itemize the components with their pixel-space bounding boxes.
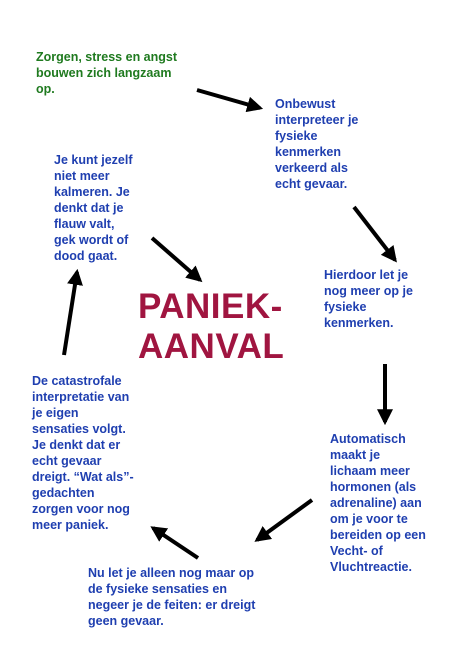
step-line: de fysieke sensaties en <box>88 582 227 596</box>
step-line: echt gevaar <box>32 454 102 468</box>
step-line: lichaam meer <box>330 464 410 478</box>
step-line: hormonen (als <box>330 480 417 494</box>
step-line: Nu let je alleen nog maar op <box>88 566 255 580</box>
step-7-text <box>54 152 133 264</box>
step-line: bouwen zich langzaam <box>36 66 172 80</box>
step-2-text <box>275 96 358 192</box>
step-line: geen gevaar. <box>88 614 164 628</box>
step-1-text <box>36 49 177 97</box>
step-line: flauw valt, <box>54 217 115 231</box>
step-line: bereiden op een <box>330 528 426 542</box>
center-title-line: AANVAL <box>138 327 285 366</box>
step-3-text <box>324 267 413 331</box>
step-line: fysieke <box>324 300 367 314</box>
arrow-2-to-3 <box>354 207 395 260</box>
step-line: nog meer op je <box>324 284 413 298</box>
step-line: kenmerken <box>275 145 342 159</box>
step-line: sensaties volgt. <box>32 422 126 436</box>
step-line: interpreteer je <box>275 113 359 127</box>
step-line: om je voor te <box>330 512 408 526</box>
step-line: meer paniek. <box>32 518 109 532</box>
step-line: Je denkt dat er <box>32 438 121 452</box>
step-line: denkt dat je <box>54 201 124 215</box>
arrow-5-to-6 <box>153 528 198 558</box>
step-line: De catastrofale <box>32 374 122 388</box>
arrow-1-to-2 <box>197 90 260 108</box>
step-line: Vecht- of <box>330 544 383 558</box>
step-line: Zorgen, stress en angst <box>36 50 178 64</box>
center-title <box>138 287 284 367</box>
step-line: gek wordt of <box>54 233 129 247</box>
step-line: adrenaline) aan <box>330 496 422 510</box>
step-line: Automatisch <box>330 432 406 446</box>
step-line: Vluchtreactie. <box>330 560 412 574</box>
step-line: kalmeren. Je <box>54 185 130 199</box>
step-line: verkeerd als <box>275 161 348 175</box>
arrow-4-to-5 <box>257 500 312 540</box>
step-line: maakt je <box>330 448 381 462</box>
step-line: dreigt. “Wat als”- <box>32 470 134 484</box>
arrow-7-to-center <box>152 238 200 280</box>
step-5-text <box>88 565 255 629</box>
step-line: negeer je de feiten: er dreigt <box>88 598 256 612</box>
step-line: Onbewust <box>275 97 336 111</box>
step-line: kenmerken. <box>324 316 394 330</box>
step-line: Je kunt jezelf <box>54 153 133 167</box>
step-line: niet meer <box>54 169 110 183</box>
step-4-text <box>330 431 426 575</box>
step-6-text <box>32 373 134 533</box>
step-line: op. <box>36 82 55 96</box>
step-line: zorgen voor nog <box>32 502 130 516</box>
step-line: echt gevaar. <box>275 177 348 191</box>
step-line: gedachten <box>32 486 95 500</box>
step-line: fysieke <box>275 129 318 143</box>
step-line: Hierdoor let je <box>324 268 409 282</box>
arrow-6-to-7 <box>64 272 77 355</box>
step-line: interpretatie van <box>32 390 130 404</box>
step-line: je eigen <box>32 406 79 420</box>
step-line: dood gaat. <box>54 249 118 263</box>
center-title-line: PANIEK- <box>138 287 283 326</box>
